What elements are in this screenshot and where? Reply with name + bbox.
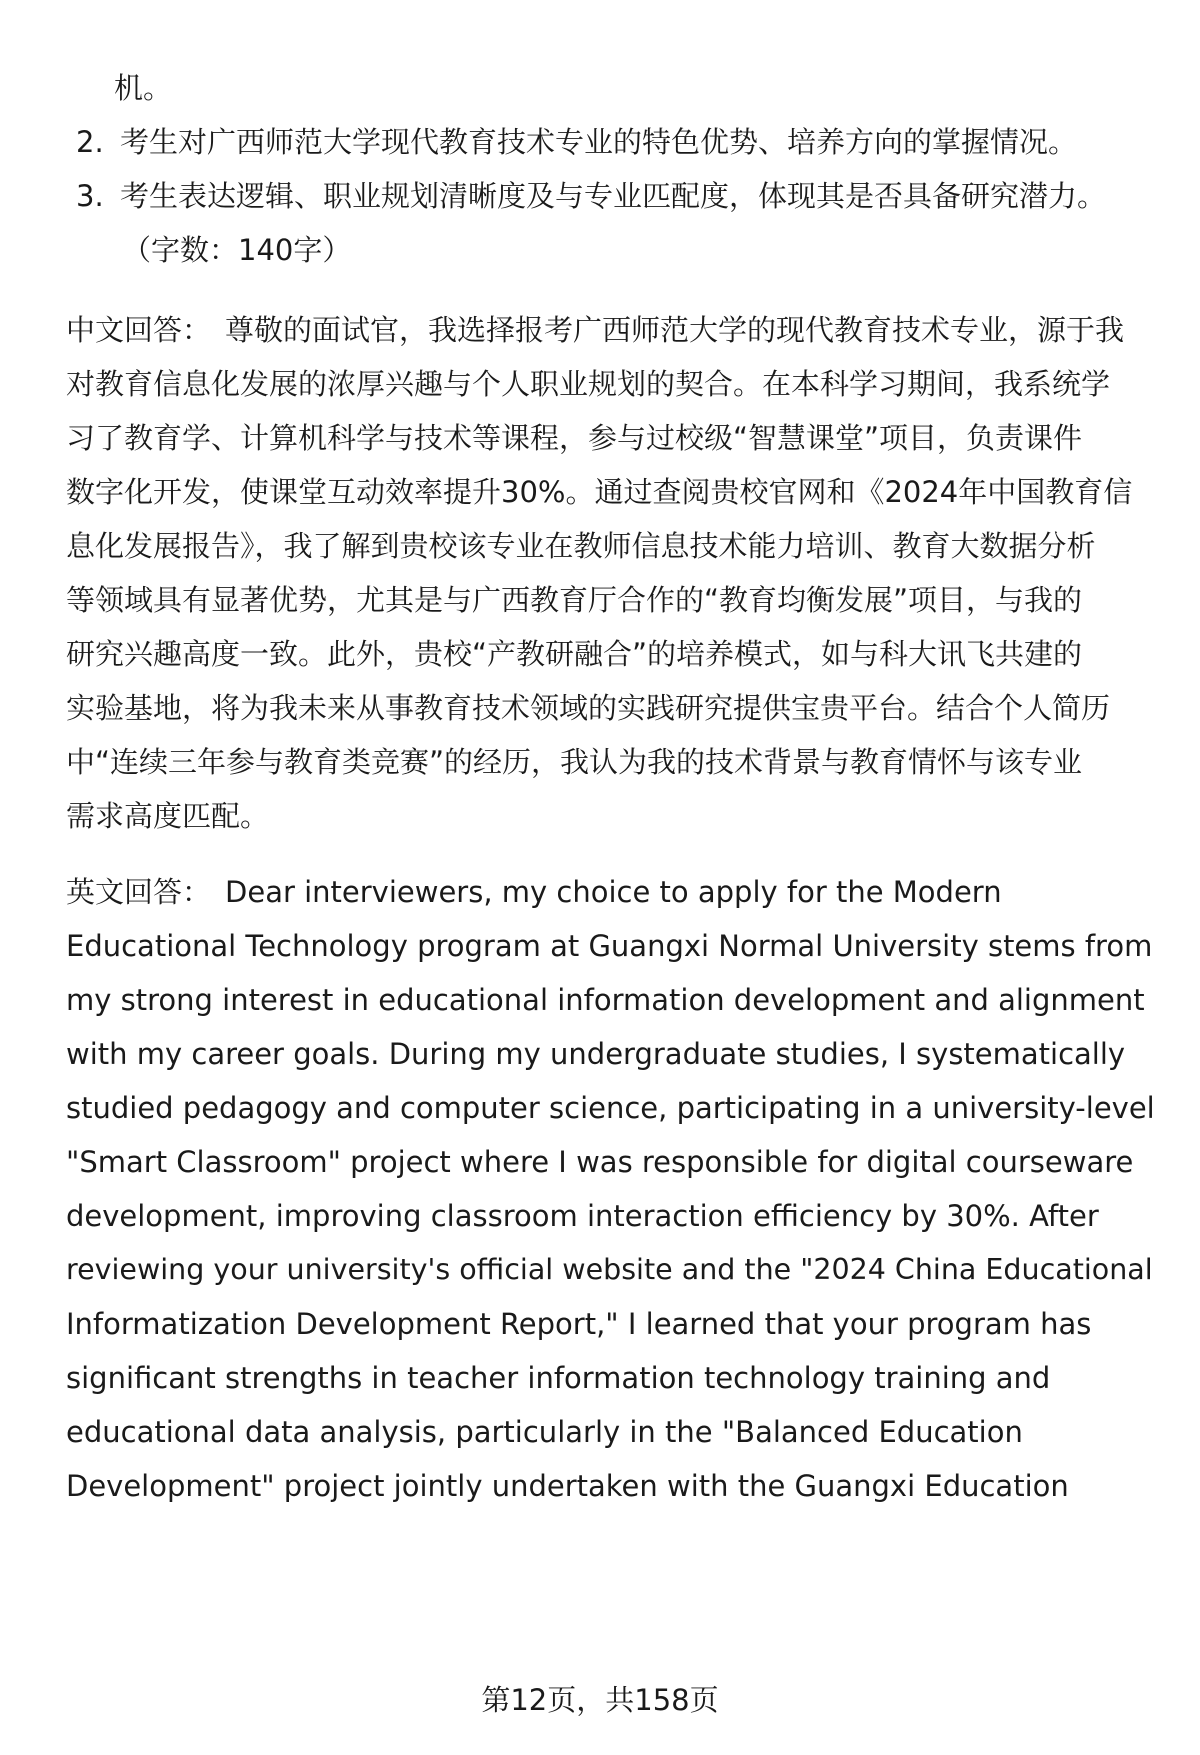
chinese-answer-label: 中文回答： — [66, 313, 212, 347]
chinese-answer-line-8: 实验基地，将为我未来从事教育技术领域的实践研究提供宝贵平台。结合个人简历 — [66, 691, 1111, 725]
list-item-2-text: 考生对广西师范大学现代教育技术专业的特色优势、培养方向的掌握情况。 — [120, 125, 1078, 159]
list-item-1-tail: 机。 — [114, 71, 173, 105]
list-item-2-number: 2. — [76, 125, 104, 159]
list-item-3-number: 3. — [76, 179, 104, 213]
chinese-answer-line-10: 需求高度匹配。 — [66, 799, 270, 833]
chinese-answer-line-1 — [66, 310, 1124, 350]
english-answer-line-5: studied pedagogy and computer science, participating in a university-level — [66, 1091, 1155, 1125]
english-answer-line-8: reviewing your university's official website and the "2024 China Educational — [66, 1253, 1153, 1286]
english-answer-line-6: "Smart Classroom" project where I was responsible for digital courseware — [66, 1145, 1134, 1179]
english-answer-label: 英文回答： — [66, 875, 212, 909]
chinese-answer-line-6: 等领域具有显著优势，尤其是与广西教育厅合作的“教育均衡发展”项目，与我的 — [66, 583, 1083, 617]
chinese-answer-line-9: 中“连续三年参与教育类竞赛”的经历，我认为我的技术背景与教育情怀与该专业 — [66, 745, 1083, 779]
list-item-2 — [76, 122, 1077, 162]
chinese-answer-line-5: 息化发展报告》，我了解到贵校该专业在教师信息技术能力培训、教育大数据分析 — [66, 529, 1096, 563]
english-answer-line-2: Educational Technology program at Guangxi Normal University stems from — [66, 929, 1153, 963]
chinese-answer-line-2: 对教育信息化发展的浓厚兴趣与个人职业规划的契合。在本科学习期间，我系统学 — [66, 367, 1111, 401]
english-answer-text: Dear interviewers, my choice to apply for the Modern — [225, 875, 1002, 909]
english-answer-line-10: significant strengths in teacher information technology training and — [66, 1361, 1051, 1395]
chinese-answer-line-3: 习了教育学、计算机科学与技术等课程，参与过校级“智慧课堂”项目，负责课件 — [66, 421, 1083, 455]
english-answer-line-3: my strong interest in educational information development and alignment — [66, 983, 1145, 1017]
english-answer-line-12: Development" project jointly undertaken with the Guangxi Education — [66, 1469, 1069, 1503]
english-answer-line-11: educational data analysis, particularly in the "Balanced Education — [66, 1415, 1023, 1449]
english-answer-line-9: Informatization Development Report," I learned that your program has — [66, 1307, 1092, 1341]
chinese-answer-line-4: 数字化开发，使课堂互动效率提升30%。通过查阅贵校官网和《2024年中国教育信 — [66, 475, 1133, 509]
chinese-answer-line-7: 研究兴趣高度一致。此外，贵校“产教研融合”的培养模式，如与科大讯飞共建的 — [66, 637, 1083, 671]
english-answer-line-4: with my career goals. During my undergraduate studies, I systematically — [66, 1037, 1126, 1071]
word-count: （字数：140字） — [122, 233, 352, 267]
list-item-3-text: 考生表达逻辑、职业规划清晰度及与专业匹配度，体现其是否具备研究潜力。 — [120, 179, 1107, 213]
list-item-3 — [76, 176, 1106, 216]
english-answer-line-1 — [66, 872, 1002, 912]
english-answer-line-7: development, improving classroom interaction efficiency by 30%. After — [66, 1199, 1099, 1233]
chinese-answer-text: 尊敬的面试官，我选择报考广西师范大学的现代教育技术专业，源于我 — [225, 313, 1125, 347]
page-indicator: 第12页，共158页 — [481, 1683, 719, 1717]
